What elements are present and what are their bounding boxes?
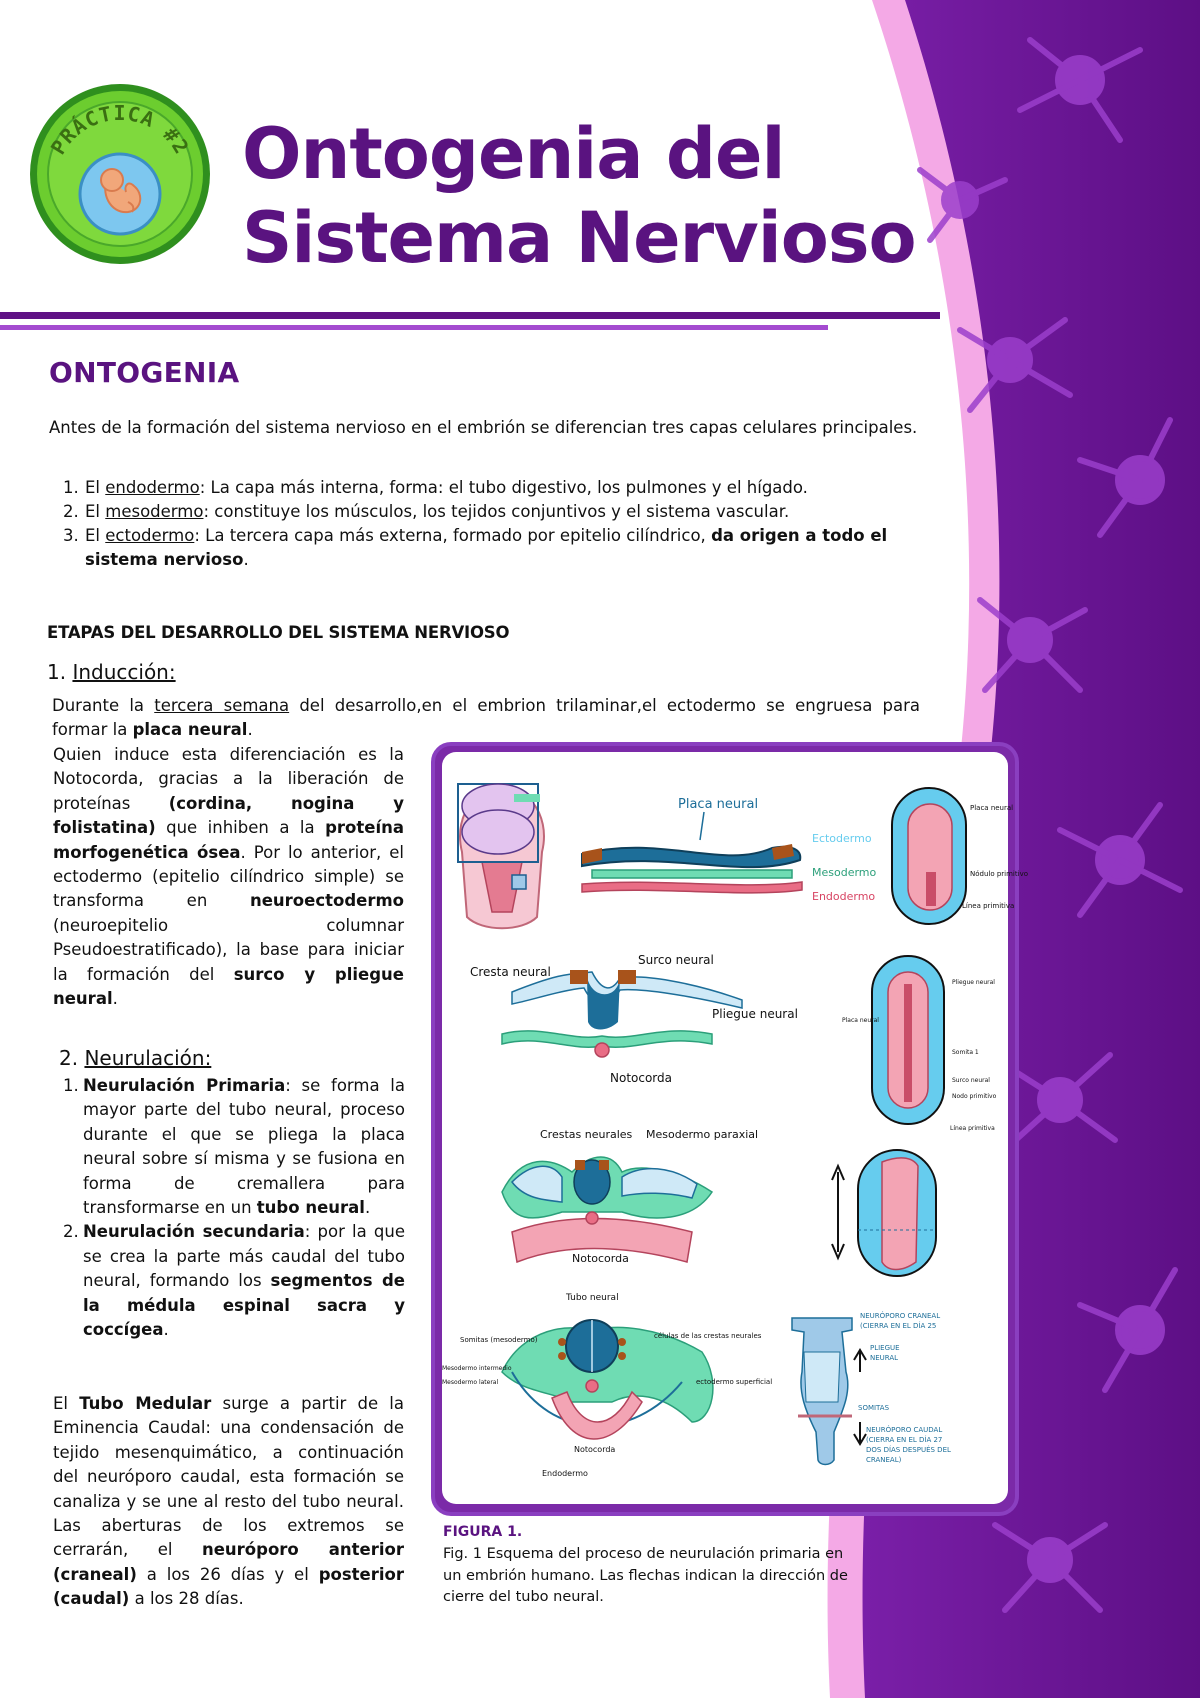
list-item bbox=[58, 1074, 405, 1220]
text: Quien induce esta diferenciación es la Notocorda, gracias a la liberación de proteínas bbox=[53, 745, 404, 813]
neurulation-illustration bbox=[442, 752, 1028, 1504]
label-surco-r: Surco neural bbox=[952, 1077, 990, 1084]
label-linea: Línea primitiva bbox=[962, 902, 1015, 910]
label-notocorda-3: Notocorda bbox=[574, 1445, 616, 1454]
lateral-closure-drawing bbox=[832, 1150, 936, 1276]
label-pliegue-r: Pliegue neural bbox=[952, 979, 995, 986]
list-item bbox=[49, 524, 929, 572]
label-somita: Somita 1 bbox=[952, 1049, 979, 1056]
label-linea-r2: Línea primitiva bbox=[950, 1125, 995, 1132]
list-bold: da origen a todo el sistema nervioso bbox=[85, 526, 888, 569]
term-ectodermo: ectodermo bbox=[105, 526, 195, 545]
text: . Por lo anterior, el ectodermo (epitelio cilíndrico simple) se transforma en bbox=[53, 842, 404, 911]
neurulacion-list bbox=[58, 1074, 405, 1342]
list-text: El bbox=[85, 502, 106, 521]
label-endodermo-3: Endodermo bbox=[542, 1469, 588, 1478]
figure-caption: Fig. 1 Esquema del proceso de neurulación primaria en un embrión humano. Las flechas indican la dirección de cierre del tubo neural. bbox=[443, 1546, 848, 1605]
list-text: : constituye los músculos, los tejidos conjuntivos y el sistema vascular. bbox=[203, 502, 790, 521]
label-nodo-r: Nodo primitivo bbox=[952, 1093, 997, 1100]
text-bold: surco y pliegue neural bbox=[53, 964, 404, 1009]
term-endodermo: endodermo bbox=[105, 478, 200, 497]
trilaminar-section-drawing bbox=[582, 797, 877, 903]
list-number: 2. bbox=[63, 1222, 79, 1242]
dorsal-view-2-drawing bbox=[842, 956, 997, 1132]
header-rule-dark bbox=[0, 312, 940, 319]
subheading-number: 2. bbox=[59, 1046, 85, 1070]
text: a los 26 días y el bbox=[136, 1564, 319, 1584]
label-meso-lateral: Mesodermo lateral bbox=[442, 1379, 499, 1386]
text-bold: tubo neural bbox=[256, 1198, 365, 1218]
term-mesodermo: mesodermo bbox=[105, 502, 204, 521]
list-number: 3. bbox=[63, 526, 79, 545]
list-item bbox=[49, 476, 929, 500]
title-line-1: Ontogenia del bbox=[242, 113, 785, 195]
label-neuroporo-craneal: NEURÓPORO CRANEAL bbox=[860, 1312, 941, 1320]
page-title bbox=[242, 112, 942, 280]
section-heading-etapas: ETAPAS DEL DESARROLLO DEL SISTEMA NERVIOSO bbox=[47, 623, 510, 642]
text: que inhiben a la bbox=[155, 818, 326, 838]
label-craneal: CRANEAL) bbox=[866, 1456, 902, 1464]
text: . bbox=[163, 1320, 169, 1340]
list-number: 1. bbox=[63, 1076, 79, 1095]
figure-label: FIGURA 1. bbox=[443, 1524, 523, 1540]
list-item bbox=[58, 1220, 405, 1342]
subheading-neurulacion bbox=[59, 1046, 211, 1070]
text: : se forma la mayor parte del tubo neural, proceso durante el que se pliega la placa neural sobre sí misma y se fusiona en forma de cremallera para transformarse en un bbox=[83, 1076, 405, 1218]
text-bold: Neurulación secundaria bbox=[83, 1222, 305, 1242]
label-meso-intermedio: Mesodermo intermedio bbox=[442, 1365, 512, 1372]
list-text: : La capa más interna, forma: el tubo digestivo, los pulmones y el hígado. bbox=[199, 478, 808, 497]
list-number: 2. bbox=[63, 502, 79, 521]
label-endodermo: Endodermo bbox=[812, 890, 876, 903]
label-mesodermo-paraxial: Mesodermo paraxial bbox=[646, 1128, 759, 1141]
text-underline: tercera semana bbox=[154, 696, 290, 715]
label-pliegue-b: PLIEGUE bbox=[870, 1344, 900, 1352]
text: (neuroepitelio columnar Pseudoestratificado), la base para iniciar la formación del bbox=[53, 915, 404, 984]
section-heading-ontogenia: ONTOGENIA bbox=[49, 356, 240, 389]
label-notocorda-1: Notocorda bbox=[610, 1071, 672, 1085]
text: . bbox=[112, 989, 118, 1009]
neural-crest-drawing bbox=[502, 1128, 758, 1265]
label-neural-b: NEURAL bbox=[870, 1354, 899, 1362]
label-surco-neural: Surco neural bbox=[638, 953, 714, 967]
text-bold: (cordina, nogina y folistatina) bbox=[53, 793, 405, 838]
label-cierra-27: (CIERRA EN EL DÍA 27 bbox=[866, 1436, 943, 1444]
induccion-paragraph-2 bbox=[53, 743, 404, 1011]
label-nodulo: Nódulo primitivo bbox=[970, 870, 1028, 878]
text: . bbox=[247, 720, 253, 739]
text: del desarrollo,en el embrion trilaminar,el ectodermo se engruesa para formar la bbox=[52, 696, 921, 739]
label-neuroporo-caudal: NEURÓPORO CAUDAL bbox=[866, 1426, 943, 1434]
text: : por la que se crea la parte más caudal del tubo neural, formando los bbox=[83, 1222, 405, 1291]
list-text: El bbox=[85, 478, 106, 497]
label-placa-neural-r: Placa neural bbox=[970, 804, 1014, 812]
label-placa-neural-r2: Placa neural bbox=[842, 1017, 879, 1024]
list-item bbox=[49, 500, 929, 524]
label-placa-neural: Placa neural bbox=[678, 797, 759, 812]
list-text: El bbox=[85, 526, 106, 545]
label-despues: DOS DÍAS DESPUÉS DEL bbox=[866, 1446, 951, 1454]
text-bold: neuróporo anterior (craneal) bbox=[53, 1540, 405, 1584]
label-cresta-neural: Cresta neural bbox=[470, 965, 551, 979]
label-pliegue-neural: Pliegue neural bbox=[712, 1007, 798, 1021]
subheading-induccion bbox=[47, 660, 176, 684]
germ-layers-list bbox=[49, 476, 929, 572]
label-cierra-25: (CIERRA EN EL DÍA 25 bbox=[860, 1322, 937, 1330]
label-somitas: Somitas (mesodermo) bbox=[460, 1336, 538, 1344]
intro-paragraph: Antes de la formación del sistema nervioso en el embrión se diferencian tres capas celulares principales. bbox=[49, 418, 918, 437]
dorsal-view-1-drawing bbox=[892, 788, 1028, 924]
text-bold: placa neural bbox=[132, 720, 248, 739]
subheading-title: Inducción: bbox=[72, 660, 176, 684]
header-rule-light bbox=[0, 325, 828, 330]
text: El bbox=[53, 1394, 80, 1413]
subheading-number: 1. bbox=[47, 660, 73, 684]
label-tubo-neural: Tubo neural bbox=[566, 1293, 619, 1303]
list-number: 1. bbox=[63, 478, 79, 497]
label-crestas-neurales: Crestas neurales bbox=[540, 1128, 633, 1141]
list-text: . bbox=[243, 550, 249, 569]
title-line-2: Sistema Nervioso bbox=[242, 197, 916, 279]
text-bold: segmentos de la médula espinal sacra y coccígea bbox=[83, 1271, 405, 1340]
text: surge a partir de la Eminencia Caudal: una condensación de tejido mesenquimático, a continuación del neuróporo caudal, esta formación se canaliza y se une al resto del tubo neural. Las aberturas de los extremos se cerrarán, el bbox=[53, 1394, 404, 1560]
text-bold: Neurulación Primaria bbox=[83, 1076, 286, 1095]
neural-groove-drawing bbox=[470, 953, 798, 1085]
subheading-title: Neurulación: bbox=[84, 1046, 212, 1070]
label-ectodermo: Ectodermo bbox=[812, 832, 872, 845]
practice-badge bbox=[28, 82, 212, 266]
label-mesodermo: Mesodermo bbox=[812, 866, 877, 879]
badge-text: PRÁCTICA #2 bbox=[45, 100, 195, 159]
text-bold: neuroectodermo bbox=[249, 891, 404, 911]
label-ectodermo-superficial: ectodermo superficial bbox=[696, 1378, 773, 1386]
neuropore-closure-drawing bbox=[792, 1311, 951, 1465]
label-somitas-b: SOMITAS bbox=[858, 1404, 890, 1412]
induccion-paragraph-1 bbox=[52, 694, 920, 742]
text-bold: proteína morfogenética ósea bbox=[53, 818, 404, 862]
text-bold: Tubo Medular bbox=[79, 1394, 212, 1413]
tubo-medular-paragraph bbox=[53, 1392, 404, 1612]
text: Durante la bbox=[52, 696, 155, 715]
neural-tube-drawing bbox=[442, 1293, 772, 1478]
label-notocorda-2: Notocorda bbox=[572, 1252, 629, 1265]
label-celulas: células de las crestas neurales bbox=[654, 1332, 762, 1340]
text: a los 28 días. bbox=[129, 1589, 244, 1609]
text-bold: posterior (caudal) bbox=[53, 1564, 404, 1609]
list-text: : La tercera capa más externa, formado por epitelio cilíndrico, bbox=[194, 526, 712, 545]
embryo-disc-drawing bbox=[458, 784, 544, 928]
text: . bbox=[364, 1198, 371, 1218]
